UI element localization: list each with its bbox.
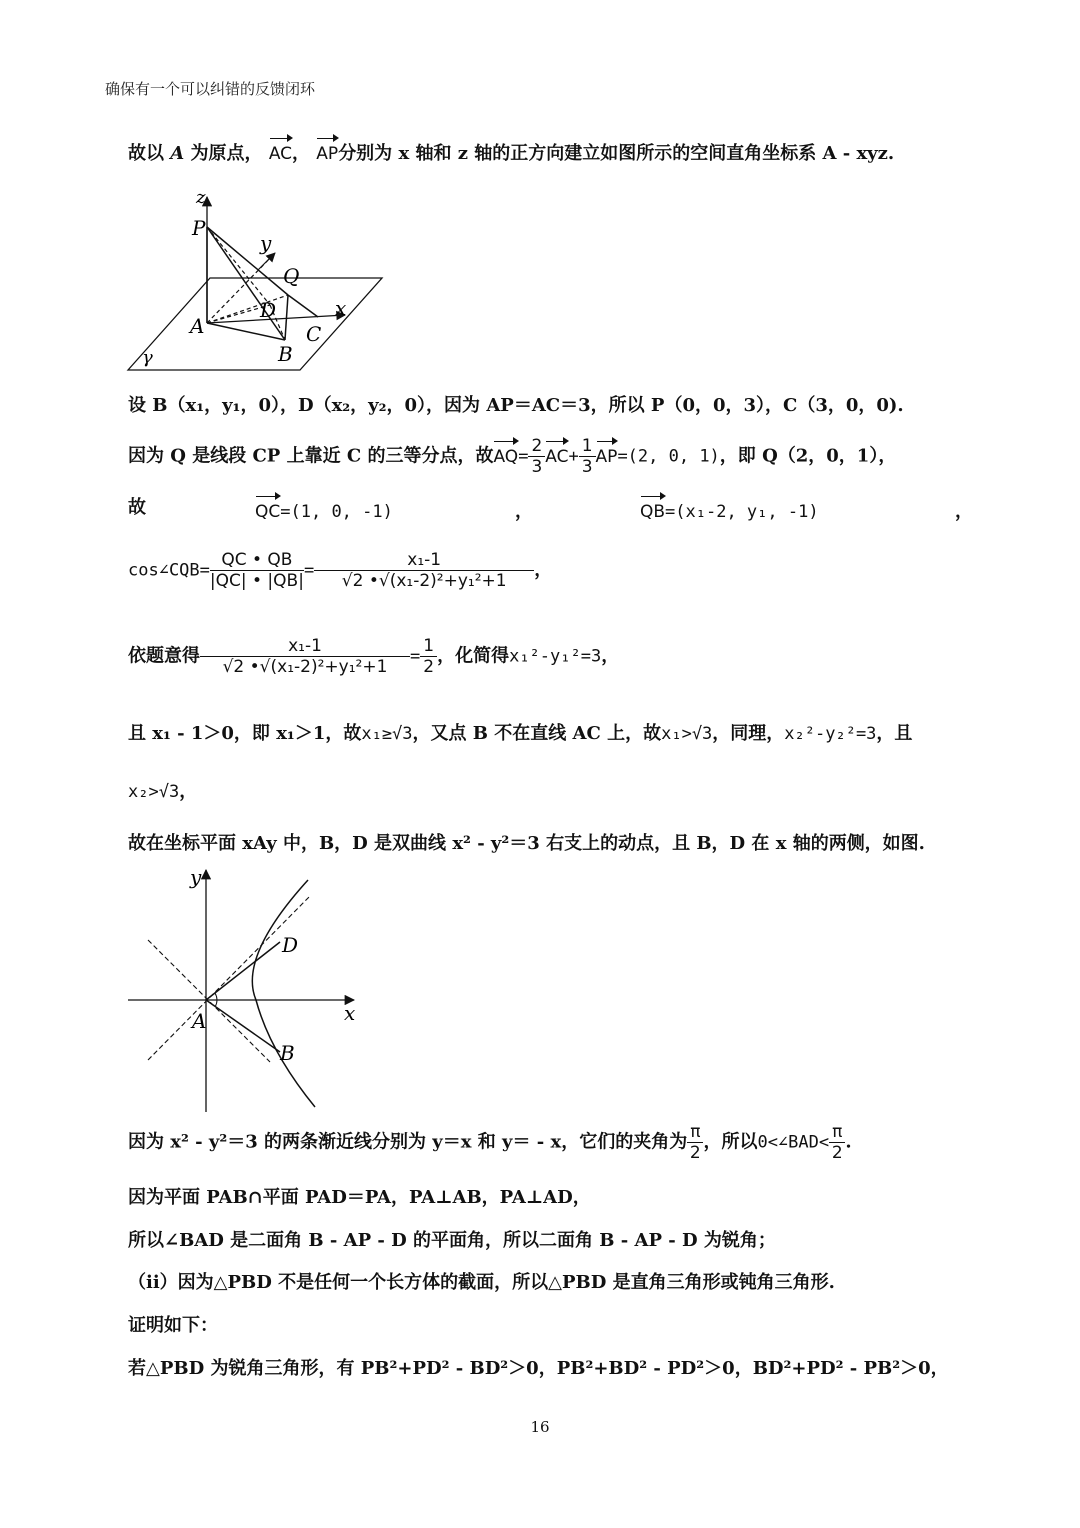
vector-ac: AC [545,446,569,467]
text: ，又点 B 不在直线 AC 上，故 [412,723,662,744]
numerator: π [687,1122,703,1143]
fraction [200,636,410,677]
text: = [518,446,529,467]
label-c: C [306,322,322,346]
text: cos∠CQB= [128,560,210,581]
vector-aq: AQ [493,446,519,467]
denominator: |QC| • |QB| [209,571,304,591]
text-line-9: 故在坐标平面 xAy 中，B，D 是双曲线 x² - y²＝3 右支上的动点，且 B，D 在 x 轴的两侧，如图. [128,833,925,854]
numerator: π [829,1122,845,1143]
text: ，所以 [703,1131,758,1153]
segment-ad [206,942,280,1000]
text: 故以 [128,143,164,164]
text: 且 x₁ - 1＞0，即 x₁＞1，故 [128,723,362,744]
denominator: 3 [581,457,593,477]
label-a: A [190,314,205,338]
text-line-8 [128,780,197,804]
label-d: D [260,298,277,322]
edge-qc [288,295,318,317]
text-line-5 [128,550,552,591]
label-q: Q [283,264,300,288]
figure-hyperbola [120,862,370,1117]
text: ， [179,781,198,802]
text-line-4-qb [640,500,819,524]
label-p: P [192,216,206,240]
text-line-11: 因为平面 PAB∩平面 PAD＝PA，PA⊥AB，PA⊥AD， [128,1187,591,1208]
denominator: 2 [689,1143,701,1163]
text: ， [534,559,553,581]
denominator: 3 [531,457,543,477]
asymptote-pos [148,896,310,1060]
text-line-10 [128,1122,852,1163]
text: =(1, 0, -1) [280,502,393,522]
vector-ap: AP [595,446,618,467]
text: 因为 Q 是线段 CP 上靠近 C 的三等分点，故 [128,445,494,467]
vector-ap: AP [316,144,339,164]
text: x₂²-y₂²=3 [784,724,877,744]
text-line-15: 若△PBD 为锐角三角形，有 PB²+PD² - BD²＞0，PB²+BD² - PD²＞0，BD²+PD² - PB²＞0， [128,1358,949,1379]
numerator: x₁-1 [314,550,534,571]
text-line-14: 证明如下： [128,1315,218,1336]
text: . [845,1131,852,1153]
denominator: 2 [831,1143,843,1163]
text: = [303,560,315,581]
text-line-3 [128,436,896,477]
fraction [829,1122,845,1163]
asymptote-neg [148,940,270,1062]
label-y: y [190,865,202,889]
fraction [579,436,596,477]
vector-ac: AC [268,144,293,164]
vector-qc: QC [255,502,281,522]
numerator: x₁-1 [200,636,410,657]
label-b: B [280,1041,295,1065]
text-line-12: 所以∠BAD 是二面角 B - AP - D 的平面角，所以二面角 B - AP - D 为锐角； [128,1230,776,1251]
label-a: A [192,1009,207,1033]
text: 依题意得 [128,645,200,667]
plane-gamma [128,278,382,370]
text-line-4-label: 故 [128,497,146,518]
text: ， [601,645,620,667]
text: 为原点， [190,143,263,164]
figure-3d-coordinate [120,185,400,375]
text: x₁>√3 [661,724,713,744]
text: 因为 x² - y²＝3 的两条渐近线分别为 y＝x 和 y＝ - x，它们的夹角为 [128,1131,688,1153]
text: ，同理， [712,723,785,744]
denominator: √2 •√(x₁-2)²+y₁²+1 [222,657,388,677]
numerator: 2 [528,436,545,457]
text: + [568,446,579,467]
page-header: 确保有一个可以纠错的反馈闭环 [105,80,316,98]
text-line-1 [128,142,894,166]
text-line-4-comma: ， [955,501,973,522]
text: ，化简得 [437,645,510,667]
label-b: B [278,342,293,366]
text-line-13: （ii）因为△PBD 不是任何一个长方体的截面，所以△PBD 是直角三角形或钝角三角形. [128,1272,835,1293]
fraction [210,550,304,591]
label-y: y [260,231,272,255]
text: 分别为 x 轴和 z 轴的正方向建立如图所示的空间直角坐标系 A - xyz. [338,143,895,164]
fraction [314,550,534,591]
edge-ab [207,323,285,340]
label-d: D [282,933,299,957]
denominator: 2 [423,657,435,677]
fraction [420,636,437,677]
point-label: A [170,143,185,164]
text: =(2, 0, 1) [617,446,720,467]
numerator: 1 [579,436,596,457]
vector-qb: QB [640,502,666,522]
label-x: x [344,1001,356,1025]
text-line-7 [128,722,912,746]
label-z: z [196,187,206,208]
label-x: x [335,296,347,320]
numerator: QC • QB [210,550,304,571]
fraction [528,436,545,477]
text: ，且 [876,723,913,744]
text: x₁≥√3 [361,724,413,744]
text-line-4-comma: ， [515,501,533,522]
text: ，即 Q（2，0，1）， [719,445,897,467]
page-number: 16 [530,1418,550,1436]
label-gamma: γ [142,347,153,368]
text-line-6 [128,636,619,677]
edge-bq [285,295,288,340]
denominator: √2 •√(x₁-2)²+y₁²+1 [341,571,507,591]
y-axis [258,253,275,270]
segment-ab [206,1000,280,1052]
text: x₁²-y₁²=3 [509,646,602,667]
text: 0<∠BAD< [757,1132,830,1153]
fraction [687,1122,703,1163]
text: ， [292,143,311,164]
text: = [410,646,421,667]
text-line-2: 设 B（x₁，y₁，0），D（x₂，y₂，0），因为 AP＝AC＝3，所以 P（0，0，3），C（3，0，0). [128,395,904,416]
text-line-4-qc [255,500,393,524]
text: =(x₁-2, y₁, -1) [665,502,819,522]
numerator: 1 [420,636,437,657]
text: x₂>√3 [128,782,180,802]
hyperbola-right-branch [252,880,315,1107]
